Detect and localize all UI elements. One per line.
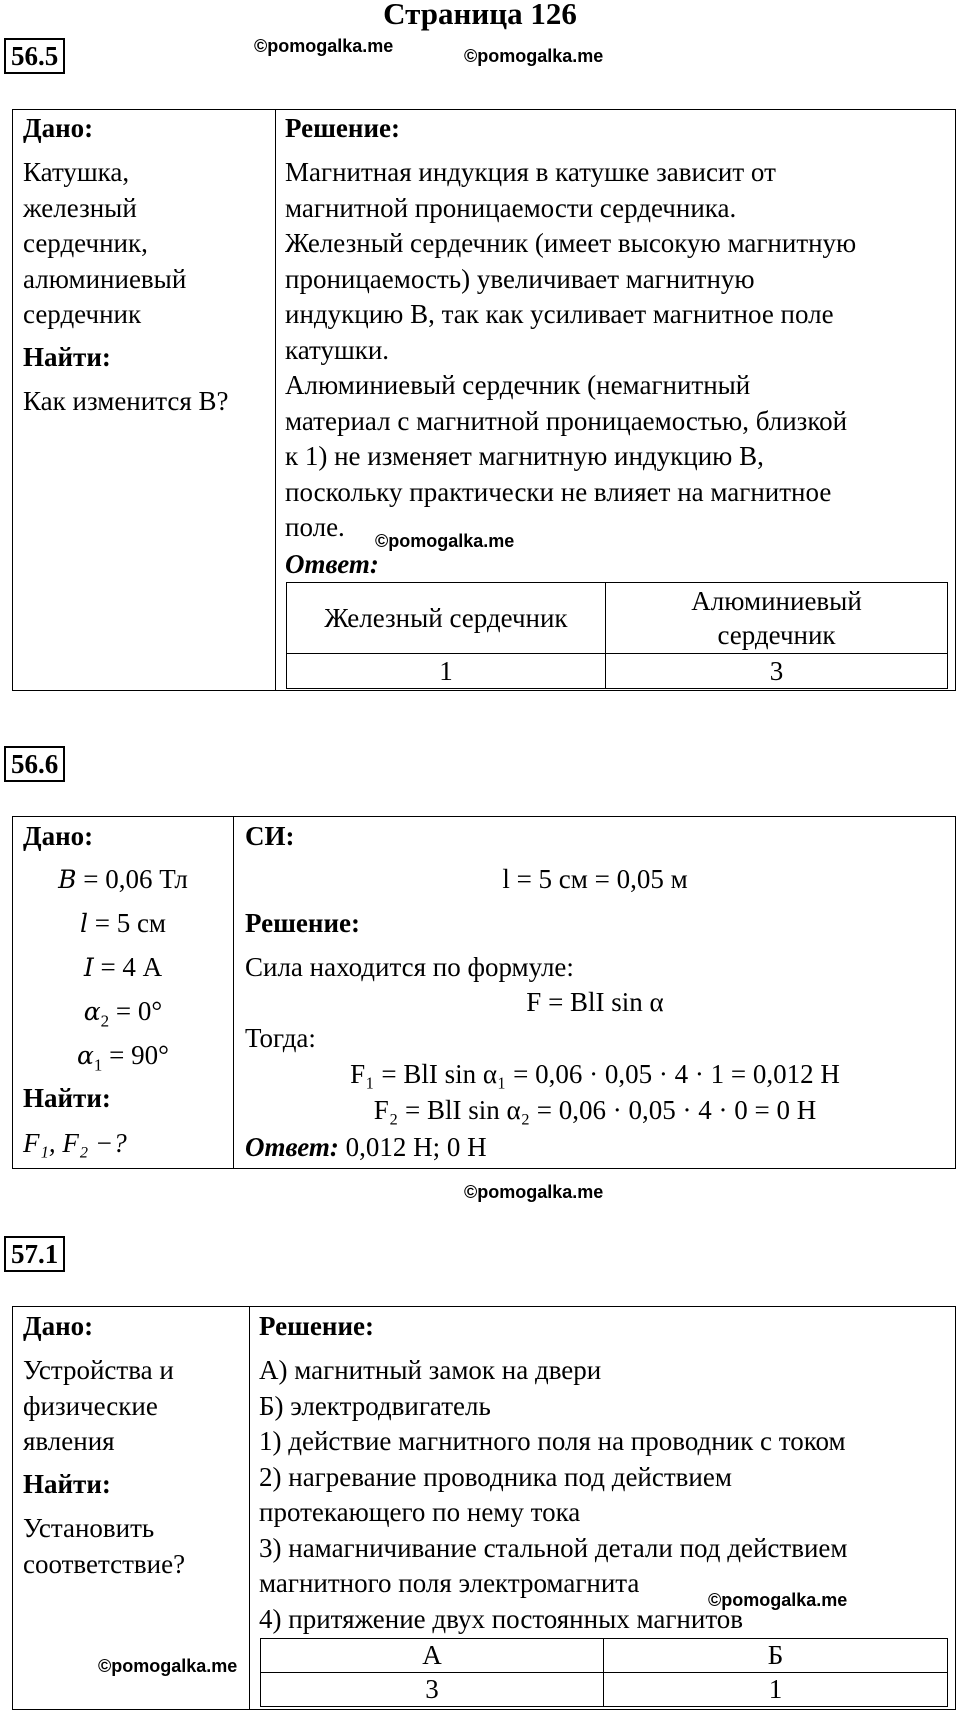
given-subscript: 2 <box>100 1011 110 1031</box>
solution-text <box>285 155 856 546</box>
given-formula <box>14 906 232 950</box>
given-formula <box>14 994 232 1038</box>
given-label: Дано: <box>23 1311 94 1341</box>
solution-line: 3) намагничивание стальной детали под действием <box>259 1532 848 1563</box>
watermark: ©pomogalka.me <box>254 36 394 56</box>
answer-label: Ответ: <box>245 1132 339 1162</box>
solution-line: 1) действие магнитного поля на проводник с током <box>259 1426 846 1456</box>
si-label: СИ: <box>245 821 295 851</box>
solution-line: 2) нагревание проводника под действием <box>259 1461 732 1492</box>
answer-value: 1 <box>604 1673 948 1707</box>
given-line: Катушка, <box>23 157 130 187</box>
solution-line: А) магнитный замок на двери <box>259 1355 602 1385</box>
solution-line: Железный сердечник (имеет высокую магнитную <box>285 228 857 258</box>
given-value: = 4 А <box>93 952 163 982</box>
then-label: Тогда: <box>245 1023 316 1053</box>
find-line: Установить <box>23 1513 155 1543</box>
answer-value: 3 <box>261 1673 604 1707</box>
answer-line <box>245 1130 487 1166</box>
answer-table <box>260 1638 948 1707</box>
solution-label: Решение: <box>259 1311 374 1341</box>
solution-line: протекающего по нему тока <box>259 1497 581 1527</box>
given-formula <box>14 950 232 994</box>
watermark: ©pomogalka.me <box>708 1590 848 1610</box>
problem-number: 56.5 <box>4 38 65 74</box>
answer-label: Ответ: <box>285 549 379 579</box>
force-formula: F = BlI sin α <box>526 987 664 1017</box>
solution-line: Алюминиевый сердечник (немагнитный <box>285 370 751 400</box>
find-text: Как изменится B? <box>23 386 229 416</box>
watermark: ©pomogalka.me <box>464 46 604 66</box>
solution-line: магнитного поля электромагнита <box>259 1568 640 1598</box>
watermark: ©pomogalka.me <box>98 1656 238 1676</box>
given-formula <box>14 1038 232 1082</box>
solution-line: магнитной проницаемости сердечника. <box>285 192 737 223</box>
find-label: Найти: <box>23 1083 111 1113</box>
column-divider <box>249 1306 250 1710</box>
given-value: = 0,06 Тл <box>76 864 188 894</box>
answer-text: 0,012 Н; 0 Н <box>338 1132 487 1162</box>
given-value: = 0° <box>109 996 163 1026</box>
given-formula <box>14 862 232 906</box>
solution-line: 4) притяжение двух постоянных магнитов <box>259 1603 744 1634</box>
given-symbol: I <box>83 953 94 982</box>
answer-value: 1 <box>287 654 606 689</box>
find-line: соответствие? <box>23 1548 186 1579</box>
answer-value: 3 <box>606 654 948 689</box>
find-text: F₁, F₂ −? <box>23 1128 127 1158</box>
solution-line: Б) электродвигатель <box>259 1390 491 1421</box>
given-subscript: 1 <box>93 1055 103 1075</box>
given-value: = 5 см <box>87 908 167 938</box>
solution-line: индукцию B, так как усиливает магнитное поле <box>285 299 834 329</box>
solution-line: Магнитная индукция в катушке зависит от <box>285 157 776 187</box>
find-list <box>23 1511 185 1582</box>
solution-line: поле. <box>285 512 345 542</box>
given-line: сердечник, <box>23 228 148 258</box>
calc-f2: F₂ = BlI sin α₂ = 0,06 · 0,05 · 4 · 0 = 0 Н <box>373 1095 817 1125</box>
formula-intro: Сила находится по формуле: <box>245 952 574 982</box>
page-title: Страница 126 <box>383 0 577 31</box>
given-list <box>23 155 186 333</box>
column-divider <box>233 816 234 1169</box>
solution-line: поскольку практически не влияет на магнитное <box>285 476 832 507</box>
given-symbol: B <box>58 865 77 894</box>
solution-line: к 1) не изменяет магнитную индукцию B, <box>285 441 764 471</box>
given-symbol: α <box>77 1041 94 1070</box>
solution-line: материал с магнитной проницаемостью, близкой <box>285 405 848 436</box>
answer-header-iron: Железный сердечник <box>287 583 606 654</box>
solution-line: проницаемость) увеличивает магнитную <box>285 263 755 294</box>
given-line: явления <box>23 1426 115 1456</box>
answer-header: Б <box>604 1639 948 1673</box>
answer-table <box>286 582 948 689</box>
watermark: ©pomogalka.me <box>464 1182 604 1202</box>
solution-label: Решение: <box>245 908 360 938</box>
given-line: физические <box>23 1390 158 1421</box>
given-symbol: α <box>83 997 101 1026</box>
si-conversion: l = 5 см = 0,05 м <box>502 864 688 894</box>
given-list <box>23 1353 174 1460</box>
watermark: ©pomogalka.me <box>375 531 515 551</box>
answer-header-aluminium: Алюминиевый сердечник <box>606 583 948 654</box>
calc-f1: F₁ = BlI sin α₁ = 0,06 · 0,05 · 4 · 1 = 0,012 Н <box>350 1059 840 1089</box>
find-label: Найти: <box>23 342 111 372</box>
column-divider <box>275 109 276 691</box>
solution-line: катушки. <box>285 334 390 365</box>
given-line: железный <box>23 192 137 223</box>
given-line: Устройства и <box>23 1355 174 1385</box>
given-value: = 90° <box>102 1040 169 1070</box>
answer-header: А <box>261 1639 604 1673</box>
given-symbol: l <box>79 909 88 938</box>
given-label: Дано: <box>23 821 94 851</box>
given-label: Дано: <box>23 113 94 143</box>
solution-label: Решение: <box>285 113 400 143</box>
given-line: сердечник <box>23 299 142 329</box>
find-label: Найти: <box>23 1469 111 1499</box>
given-line: алюминиевый <box>23 263 187 294</box>
problem-number: 57.1 <box>4 1236 65 1272</box>
problem-number: 56.6 <box>4 746 65 782</box>
